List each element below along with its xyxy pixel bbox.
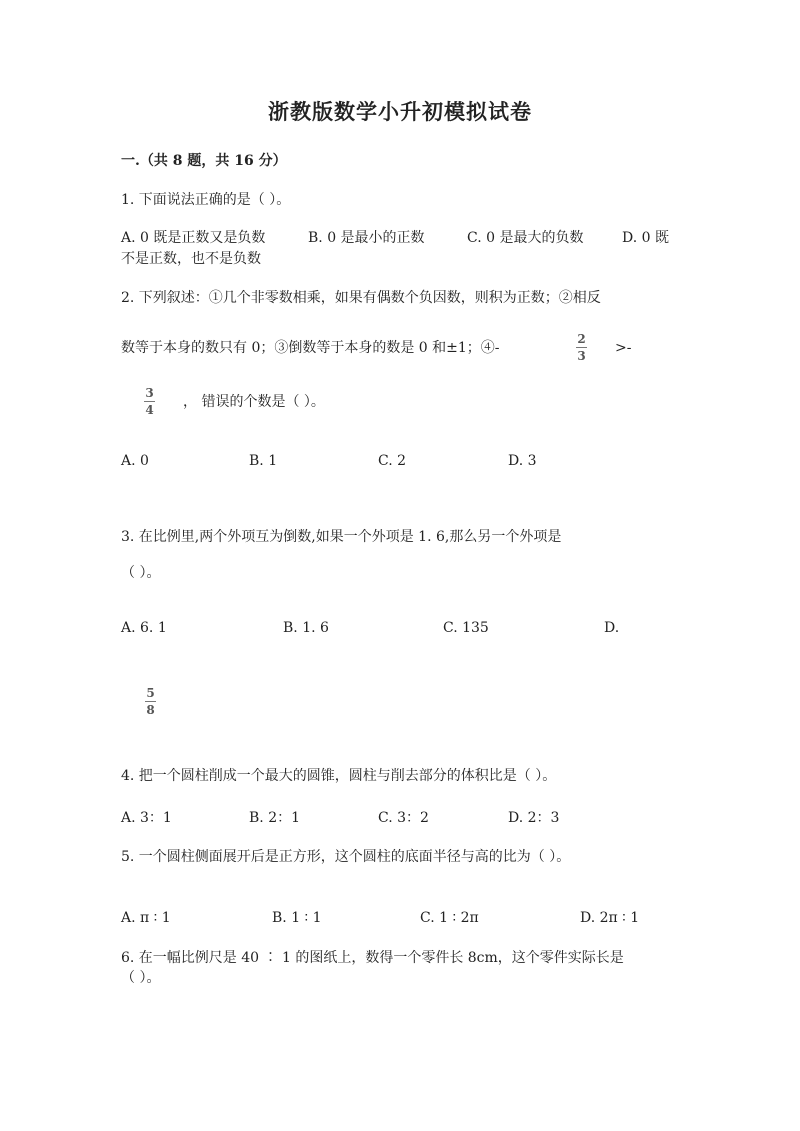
question-3-option-a: A. 6. 1 bbox=[121, 620, 167, 636]
question-4-option-c: C. 3：2 bbox=[378, 810, 429, 826]
question-5-option-c: C. 1 ∶ 2π bbox=[420, 910, 479, 926]
fraction-numerator: 2 bbox=[577, 332, 586, 346]
question-3-line-1: 3. 在比例里,两个外项互为倒数,如果一个外项是 1. 6,那么另一个外项是 bbox=[121, 529, 562, 545]
fraction-three-quarters bbox=[144, 386, 155, 417]
fraction-five-eighths bbox=[145, 686, 156, 717]
question-3-line-2: （ ）。 bbox=[121, 565, 161, 581]
fraction-numerator: 5 bbox=[146, 686, 155, 700]
question-5-option-d: D. 2π ∶ 1 bbox=[580, 910, 640, 926]
question-6-line-1: 6. 在一幅比例尺是 40 ∶ 1 的图纸上，数得一个零件长 8cm，这个零件实际长是 bbox=[121, 950, 624, 966]
fraction-bar bbox=[144, 401, 155, 402]
question-5-option-b: B. 1 ∶ 1 bbox=[272, 910, 322, 926]
question-3-option-b: B. 1. 6 bbox=[283, 620, 329, 636]
fraction-denominator: 3 bbox=[577, 349, 586, 363]
question-1-option-d-continued: 不是正数，也不是负数 bbox=[121, 251, 261, 267]
page-title: 浙教版数学小升初模拟试卷 bbox=[268, 99, 532, 124]
fraction-numerator: 3 bbox=[145, 386, 154, 400]
question-1-option-d: D. 0 既 bbox=[622, 230, 669, 246]
question-3-option-d: D. bbox=[604, 620, 620, 636]
question-1-option-c: C. 0 是最大的负数 bbox=[467, 230, 584, 246]
fraction-denominator: 8 bbox=[146, 703, 155, 717]
question-2-option-a: A. 0 bbox=[121, 453, 149, 469]
fraction-bar bbox=[145, 701, 156, 702]
question-1-option-b: B. 0 是最小的正数 bbox=[308, 230, 425, 246]
fraction-denominator: 4 bbox=[145, 403, 154, 417]
question-4-option-b: B. 2：1 bbox=[249, 810, 301, 826]
question-4-option-d: D. 2：3 bbox=[508, 810, 560, 826]
question-5-stem: 5. 一个圆柱侧面展开后是正方形，这个圆柱的底面半径与高的比为（ ）。 bbox=[121, 849, 571, 865]
section-heading: 一.（共 8 题，共 16 分） bbox=[121, 153, 287, 169]
question-6-line-2: （ ）。 bbox=[121, 970, 161, 986]
question-2-option-d: D. 3 bbox=[508, 453, 537, 469]
question-4-stem: 4. 把一个圆柱削成一个最大的圆锥，圆柱与削去部分的体积比是（ ）。 bbox=[121, 768, 557, 784]
question-2-line-1: 2. 下列叙述：①几个非零数相乘，如果有偶数个负因数，则积为正数；②相反 bbox=[121, 290, 601, 306]
question-2-option-c: C. 2 bbox=[378, 453, 407, 469]
question-4-option-a: A. 3：1 bbox=[121, 810, 172, 826]
question-2-line-2: 数等于本身的数只有 0；③倒数等于本身的数是 0 和±1；④- bbox=[121, 340, 500, 356]
question-3-option-c: C. 135 bbox=[443, 620, 489, 636]
question-2-comparison: >- bbox=[615, 340, 632, 356]
fraction-two-thirds bbox=[576, 332, 587, 363]
question-1-stem: 1. 下面说法正确的是（ ）。 bbox=[121, 192, 291, 208]
question-1-option-a: A. 0 既是正数又是负数 bbox=[121, 230, 266, 246]
fraction-bar bbox=[576, 347, 587, 348]
question-2-line-3: ， 错误的个数是（ ）。 bbox=[183, 394, 325, 410]
question-2-option-b: B. 1 bbox=[249, 453, 278, 469]
question-5-option-a: A. π ∶ 1 bbox=[121, 910, 171, 926]
